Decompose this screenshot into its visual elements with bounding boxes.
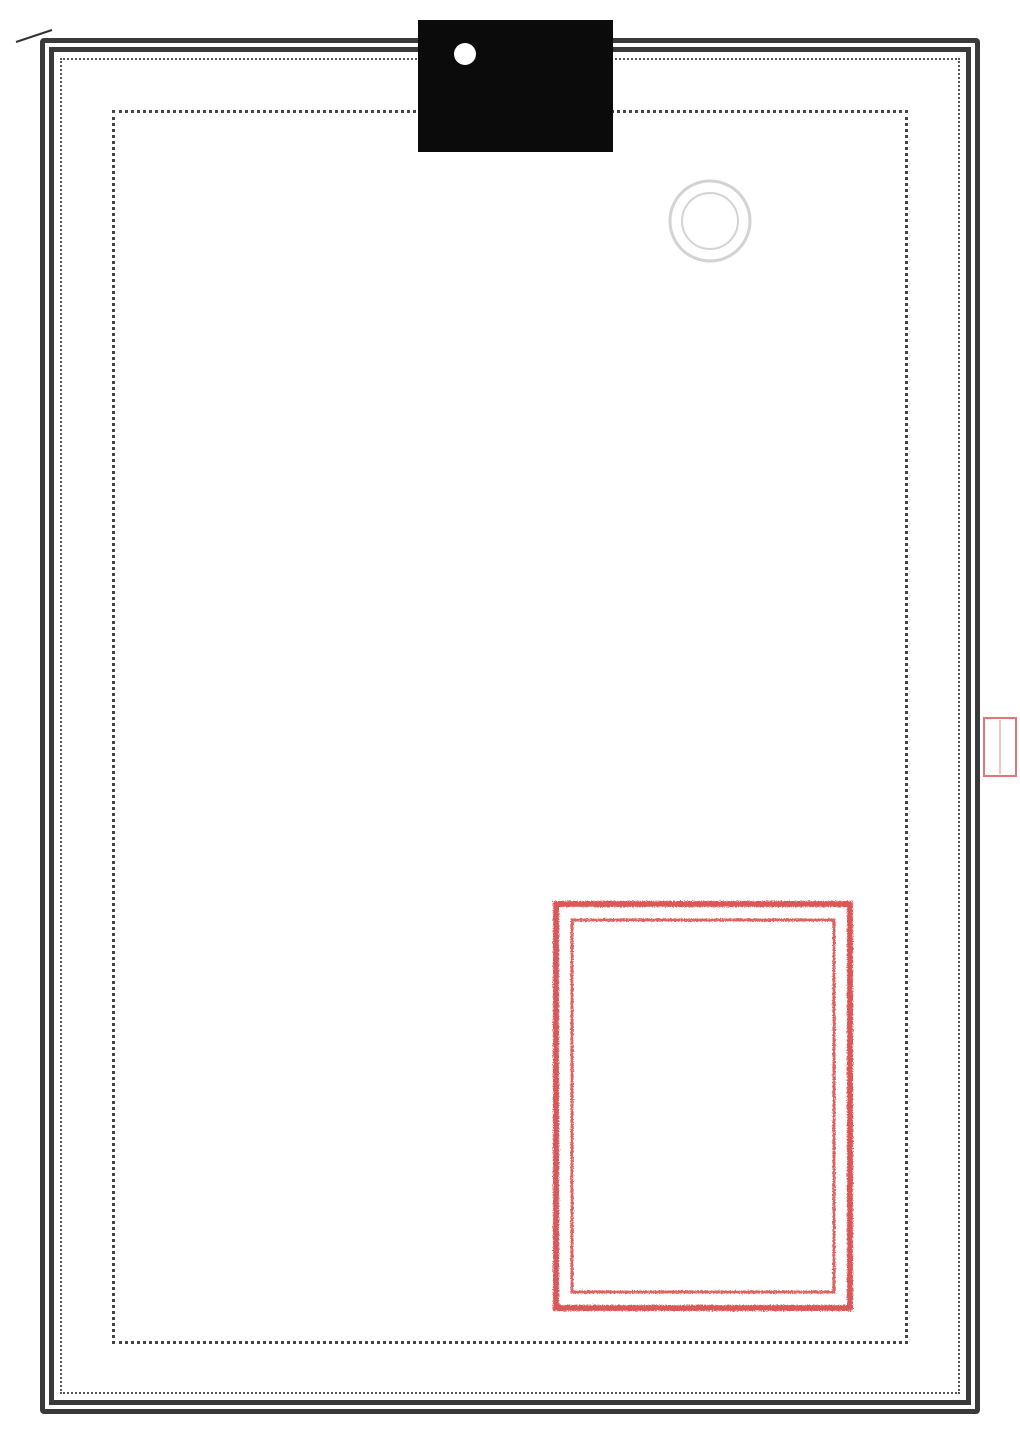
seal-text-value [588,936,818,1276]
sun-emblem-icon [418,20,513,88]
seal-text [548,896,858,1316]
flag-icon [418,20,613,152]
side-seal-icon [982,716,1018,778]
faint-seal-icon [660,176,760,266]
